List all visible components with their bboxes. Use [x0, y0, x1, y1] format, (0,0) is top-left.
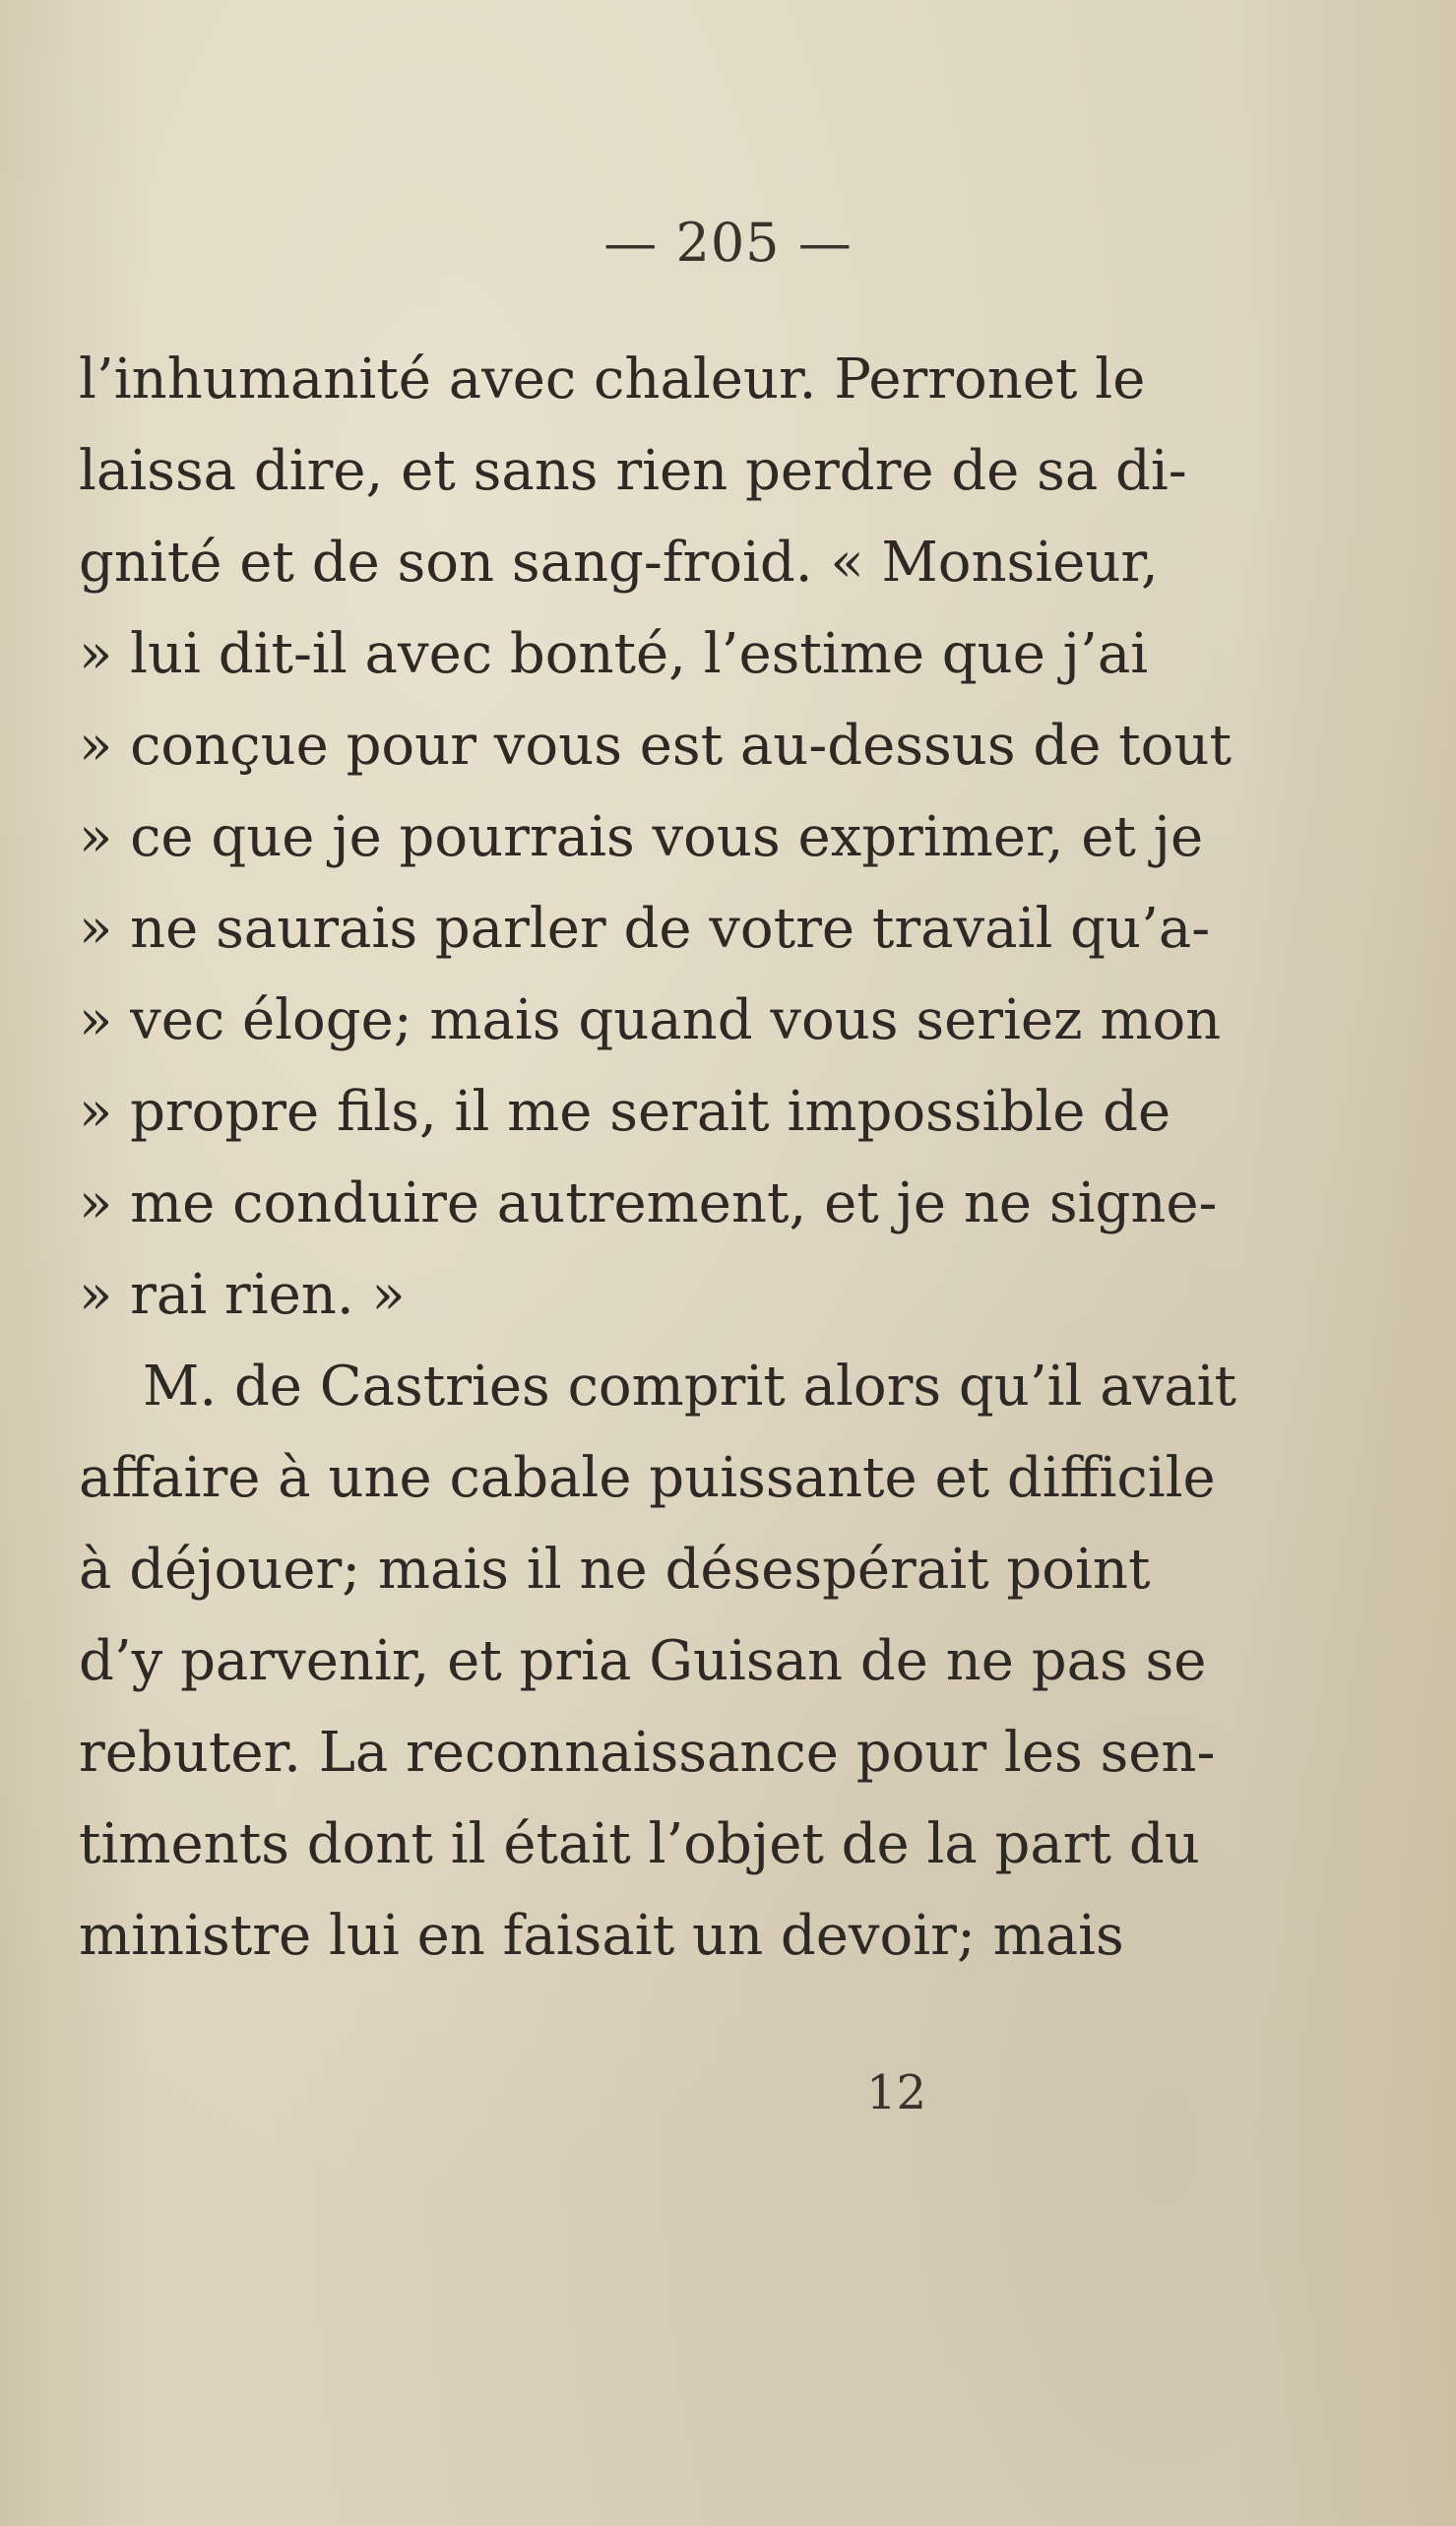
text-line: » vec éloge; mais quand vous seriez mon [79, 988, 1222, 1052]
text-line: laissa dire, et sans rien perdre de sa di- [79, 439, 1187, 503]
text-line: » ce que je pourrais vous exprimer, et je [79, 805, 1204, 869]
page-number-header: — 205 — [603, 212, 853, 274]
text-line: affaire à une cabale puissante et difficile [79, 1446, 1216, 1510]
text-line: l’inhumanité avec chaleur. Perronet le [79, 347, 1146, 411]
text-line: d’y parvenir, et pria Guisan de ne pas se [79, 1629, 1207, 1693]
text-line: » propre fils, il me serait impossible de [79, 1080, 1171, 1144]
text-line: gnité et de son sang-froid. « Monsieur, [79, 531, 1159, 595]
text-line: » rai rien. » [79, 1263, 406, 1327]
signature-mark: 12 [866, 2065, 927, 2120]
text-line: timents dont il était l’objet de la part du [79, 1812, 1200, 1876]
text-line: » ne saurais parler de votre travail qu’a- [79, 897, 1211, 961]
text-line: » lui dit-il avec bonté, l’estime que j’ai [79, 622, 1149, 686]
text-line: » conçue pour vous est au-dessus de tout [79, 714, 1232, 778]
text-line: ministre lui en faisait un devoir; mais [79, 1904, 1124, 1968]
text-line: M. de Castries comprit alors qu’il avait [143, 1355, 1237, 1419]
text-line: à déjouer; mais il ne désespérait point [79, 1538, 1151, 1602]
text-line: rebuter. La reconnaissance pour les sen- [79, 1721, 1216, 1785]
text-line: » me conduire autrement, et je ne signe- [79, 1171, 1218, 1235]
